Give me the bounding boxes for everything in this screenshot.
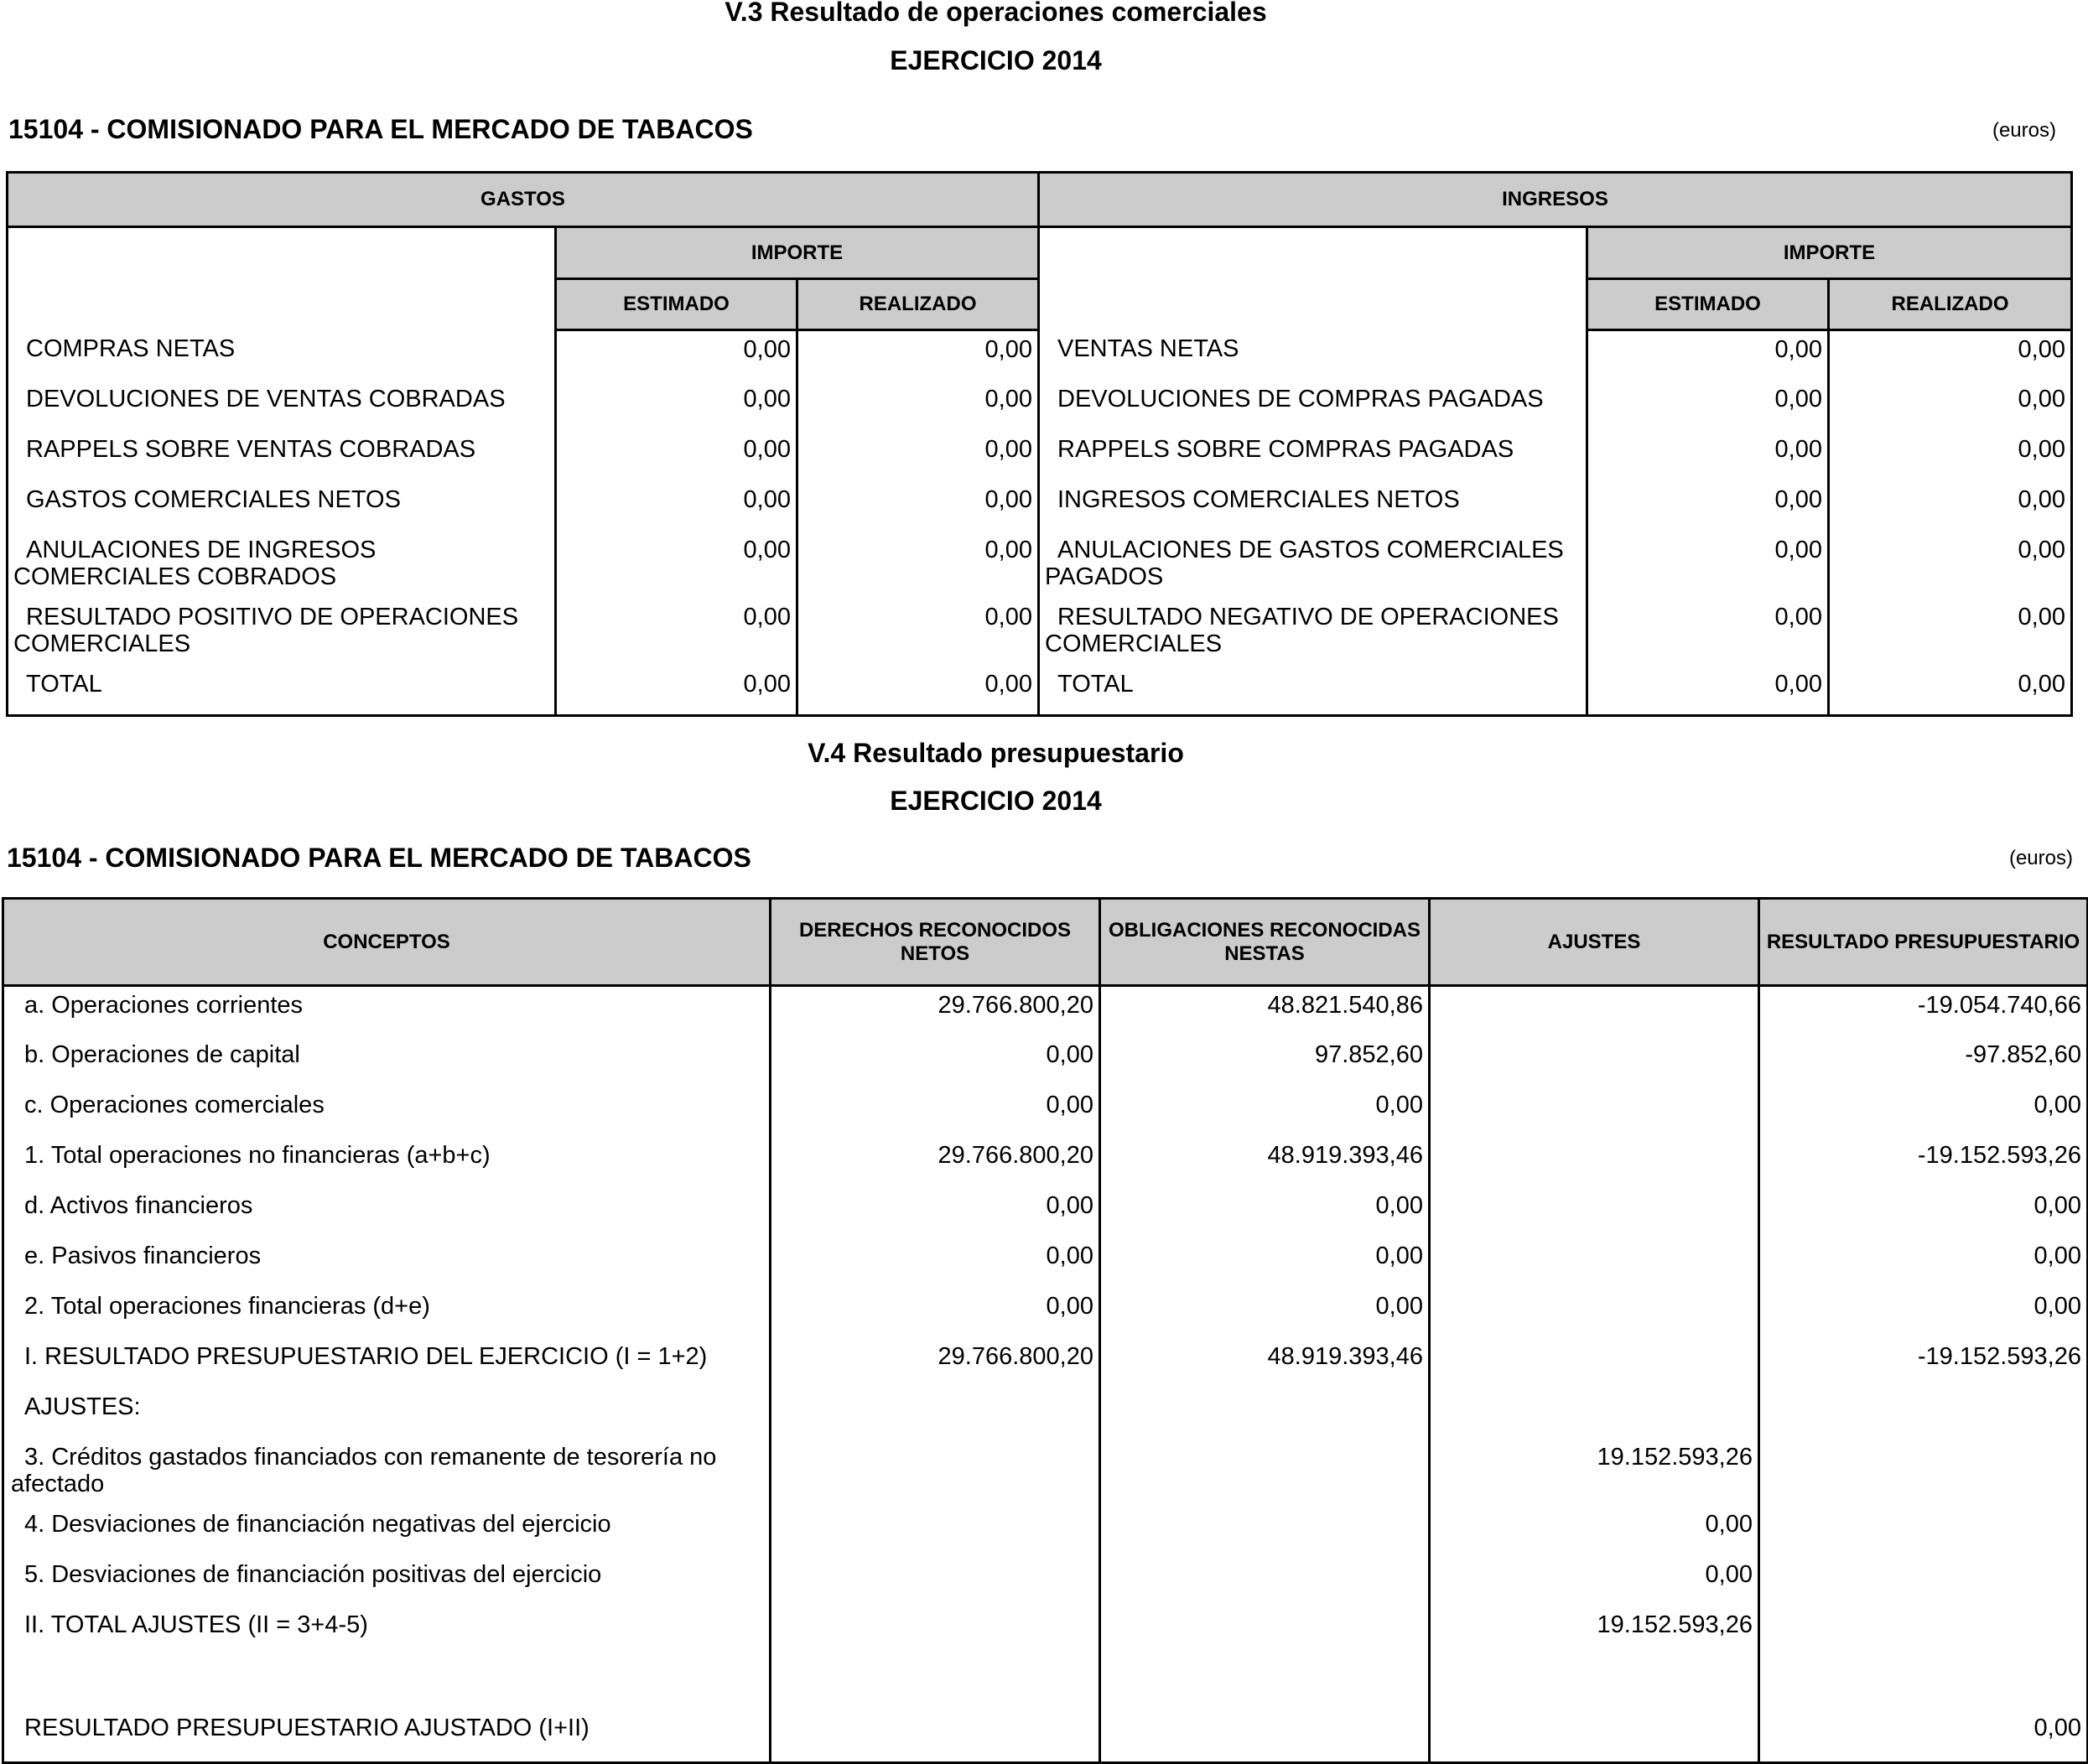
ingreso-estimado: 0,00	[1587, 666, 1829, 716]
v3-entity: 15104 - COMISIONADO PARA EL MERCADO DE TABACOS	[8, 114, 753, 144]
obligaciones-cell	[1100, 1439, 1430, 1506]
obligaciones-cell: 48.919.393,46	[1100, 1338, 1430, 1388]
gasto-label: ANULACIONES DE INGRESOS COMERCIALES COBRADOS	[8, 532, 556, 599]
ingreso-realizado: 0,00	[1829, 330, 2072, 381]
resultado-cell: -19.152.593,26	[1759, 1137, 2088, 1187]
derechos-cell: 29.766.800,20	[771, 1137, 1100, 1187]
concepto-cell: d. Activos financieros	[3, 1187, 771, 1237]
resultado-header: RESULTADO PRESUPUESTARIO	[1759, 899, 2088, 986]
ajustes-cell	[1430, 1338, 1759, 1388]
derechos-cell: 29.766.800,20	[771, 986, 1100, 1036]
derechos-cell	[771, 1556, 1100, 1606]
ajustes-cell: 0,00	[1430, 1556, 1759, 1606]
obligaciones-cell	[1100, 1506, 1430, 1556]
gasto-realizado: 0,00	[797, 330, 1039, 381]
ingreso-label: DEVOLUCIONES DE COMPRAS PAGADAS	[1039, 381, 1587, 431]
gasto-label: RESULTADO POSITIVO DE OPERACIONES COMERCIALES	[8, 599, 556, 666]
table-row	[3, 1439, 2088, 1506]
gasto-estimado: 0,00	[556, 431, 797, 481]
concepto-cell: 1. Total operaciones no financieras (a+b+c)	[3, 1137, 771, 1187]
concepto-cell	[3, 1657, 771, 1710]
table-row	[3, 986, 2088, 1036]
gasto-label: RAPPELS SOBRE VENTAS COBRADAS	[8, 431, 556, 481]
ingreso-realizado: 0,00	[1829, 431, 2072, 481]
ajustes-cell	[1430, 1237, 1759, 1288]
table-row	[3, 1338, 2088, 1388]
gastos-header: GASTOS	[8, 173, 1039, 227]
obligaciones-cell: 0,00	[1100, 1087, 1430, 1137]
conceptos-header: CONCEPTOS	[3, 899, 771, 986]
resultado-cell: -19.152.593,26	[1759, 1338, 2088, 1388]
ingreso-realizado: 0,00	[1829, 481, 2072, 532]
ingresos-concept-blank	[1039, 227, 1587, 330]
ajustes-cell	[1430, 1187, 1759, 1237]
gasto-realizado: 0,00	[797, 431, 1039, 481]
gasto-realizado: 0,00	[797, 481, 1039, 532]
gasto-realizado: 0,00	[797, 381, 1039, 431]
gastos-concept-blank	[8, 227, 556, 330]
ingreso-label: VENTAS NETAS	[1039, 330, 1587, 381]
ajustes-cell	[1430, 1036, 1759, 1087]
obligaciones-cell: 48.821.540,86	[1100, 986, 1430, 1036]
gasto-realizado: 0,00	[797, 599, 1039, 666]
v4-title: V.4 Resultado presupuestario	[808, 738, 1184, 768]
v4-table	[2, 897, 2088, 1764]
obligaciones-cell: 0,00	[1100, 1288, 1430, 1338]
table-row	[3, 1710, 2088, 1763]
derechos-cell: 29.766.800,20	[771, 1338, 1100, 1388]
table-row	[3, 1556, 2088, 1606]
resultado-cell: 0,00	[1759, 1087, 2088, 1137]
derechos-cell: 0,00	[771, 1187, 1100, 1237]
gastos-realizado-header: REALIZADO	[797, 279, 1039, 330]
ajustes-cell	[1430, 1657, 1759, 1710]
obligaciones-cell: 0,00	[1100, 1187, 1430, 1237]
ingreso-estimado: 0,00	[1587, 381, 1829, 431]
ingreso-estimado: 0,00	[1587, 330, 1829, 381]
ingresos-realizado-header: REALIZADO	[1829, 279, 2072, 330]
resultado-cell	[1759, 1388, 2088, 1439]
table-row	[3, 1237, 2088, 1288]
concepto-cell: e. Pasivos financieros	[3, 1237, 771, 1288]
ajustes-cell	[1430, 1137, 1759, 1187]
v3-table	[6, 171, 2073, 717]
table-row	[3, 1187, 2088, 1237]
ajustes-cell: 19.152.593,26	[1430, 1439, 1759, 1506]
derechos-cell	[771, 1506, 1100, 1556]
resultado-cell: 0,00	[1759, 1288, 2088, 1338]
resultado-cell: -19.054.740,66	[1759, 986, 2088, 1036]
resultado-cell: 0,00	[1759, 1237, 2088, 1288]
ajustes-cell	[1430, 1388, 1759, 1439]
table-row	[3, 1388, 2088, 1439]
obligaciones-cell	[1100, 1710, 1430, 1763]
resultado-cell: 0,00	[1759, 1710, 2088, 1763]
table-row	[3, 1036, 2088, 1087]
derechos-cell: 0,00	[771, 1237, 1100, 1288]
concepto-cell: 3. Créditos gastados financiados con remanente de tesorería no afectado	[3, 1439, 771, 1506]
concepto-cell: II. TOTAL AJUSTES (II = 3+4-5)	[3, 1606, 771, 1657]
gasto-label: DEVOLUCIONES DE VENTAS COBRADAS	[8, 381, 556, 431]
resultado-cell: -97.852,60	[1759, 1036, 2088, 1087]
ajustes-cell	[1430, 1087, 1759, 1137]
ajustes-cell: 0,00	[1430, 1506, 1759, 1556]
ingreso-estimado: 0,00	[1587, 532, 1829, 599]
concepto-cell: AJUSTES:	[3, 1388, 771, 1439]
v3-subtitle: EJERCICIO 2014	[890, 45, 1102, 75]
gastos-importe-header: IMPORTE	[556, 227, 1039, 279]
concepto-cell: c. Operaciones comerciales	[3, 1087, 771, 1137]
concepto-cell: b. Operaciones de capital	[3, 1036, 771, 1087]
gasto-estimado: 0,00	[556, 381, 797, 431]
concepto-cell: 5. Desviaciones de financiación positivas del ejercicio	[3, 1556, 771, 1606]
ingreso-estimado: 0,00	[1587, 481, 1829, 532]
gasto-realizado: 0,00	[797, 532, 1039, 599]
resultado-cell: 0,00	[1759, 1187, 2088, 1237]
ingreso-realizado: 0,00	[1829, 532, 2072, 599]
obligaciones-cell	[1100, 1388, 1430, 1439]
ingreso-label: RESULTADO NEGATIVO DE OPERACIONES COMERCIALES	[1039, 599, 1587, 666]
ajustes-cell	[1430, 1710, 1759, 1763]
concepto-cell: a. Operaciones corrientes	[3, 986, 771, 1036]
table-row	[8, 381, 2072, 431]
ingresos-header: INGRESOS	[1039, 173, 2072, 227]
obligaciones-cell: 48.919.393,46	[1100, 1137, 1430, 1187]
gastos-estimado-header: ESTIMADO	[556, 279, 797, 330]
v4-units: (euros)	[2008, 847, 2073, 869]
derechos-cell	[771, 1606, 1100, 1657]
ingresos-estimado-header: ESTIMADO	[1587, 279, 1829, 330]
ingreso-realizado: 0,00	[1829, 666, 2072, 716]
concepto-cell: RESULTADO PRESUPUESTARIO AJUSTADO (I+II)	[3, 1710, 771, 1763]
derechos-cell	[771, 1710, 1100, 1763]
table-row	[8, 330, 2072, 381]
gasto-estimado: 0,00	[556, 666, 797, 716]
ingreso-estimado: 0,00	[1587, 431, 1829, 481]
gasto-label: TOTAL	[8, 666, 556, 716]
obligaciones-header: OBLIGACIONES RECONOCIDAS NESTAS	[1100, 899, 1430, 986]
derechos-cell	[771, 1439, 1100, 1506]
v4-entity: 15104 - COMISIONADO PARA EL MERCADO DE TABACOS	[7, 843, 751, 873]
v3-title: V.3 Resultado de operaciones comerciales	[725, 0, 1267, 27]
obligaciones-cell: 0,00	[1100, 1237, 1430, 1288]
table-row	[3, 1087, 2088, 1137]
ingreso-label: RAPPELS SOBRE COMPRAS PAGADAS	[1039, 431, 1587, 481]
table-row	[3, 1137, 2088, 1187]
ajustes-cell	[1430, 986, 1759, 1036]
ingreso-label: INGRESOS COMERCIALES NETOS	[1039, 481, 1587, 532]
gasto-estimado: 0,00	[556, 481, 797, 532]
obligaciones-cell	[1100, 1556, 1430, 1606]
ajustes-cell	[1430, 1288, 1759, 1338]
gasto-estimado: 0,00	[556, 599, 797, 666]
table-row	[8, 431, 2072, 481]
resultado-cell	[1759, 1657, 2088, 1710]
derechos-cell: 0,00	[771, 1288, 1100, 1338]
v3-units: (euros)	[1992, 119, 2056, 142]
table-row	[8, 666, 2072, 716]
ingreso-realizado: 0,00	[1829, 599, 2072, 666]
resultado-cell	[1759, 1439, 2088, 1506]
table-row	[8, 599, 2072, 666]
table-row	[3, 1657, 2088, 1710]
obligaciones-cell	[1100, 1606, 1430, 1657]
table-row	[8, 481, 2072, 532]
obligaciones-cell: 97.852,60	[1100, 1036, 1430, 1087]
obligaciones-cell	[1100, 1657, 1430, 1710]
resultado-cell	[1759, 1606, 2088, 1657]
gasto-label: GASTOS COMERCIALES NETOS	[8, 481, 556, 532]
concepto-cell: 2. Total operaciones financieras (d+e)	[3, 1288, 771, 1338]
gasto-label: COMPRAS NETAS	[8, 330, 556, 381]
derechos-cell: 0,00	[771, 1087, 1100, 1137]
ajustes-header: AJUSTES	[1430, 899, 1759, 986]
resultado-cell	[1759, 1556, 2088, 1606]
derechos-header: DERECHOS RECONOCIDOS NETOS	[771, 899, 1100, 986]
table-row	[8, 532, 2072, 599]
ingreso-estimado: 0,00	[1587, 599, 1829, 666]
ajustes-cell: 19.152.593,26	[1430, 1606, 1759, 1657]
ingreso-realizado: 0,00	[1829, 381, 2072, 431]
derechos-cell: 0,00	[771, 1036, 1100, 1087]
derechos-cell	[771, 1388, 1100, 1439]
ingresos-importe-header: IMPORTE	[1587, 227, 2072, 279]
concepto-cell: I. RESULTADO PRESUPUESTARIO DEL EJERCICIO (I = 1+2)	[3, 1338, 771, 1388]
gasto-estimado: 0,00	[556, 330, 797, 381]
resultado-cell	[1759, 1506, 2088, 1556]
gasto-realizado: 0,00	[797, 666, 1039, 716]
ingreso-label: TOTAL	[1039, 666, 1587, 716]
table-row	[3, 1506, 2088, 1556]
ingreso-label: ANULACIONES DE GASTOS COMERCIALES PAGADOS	[1039, 532, 1587, 599]
derechos-cell	[771, 1657, 1100, 1710]
gasto-estimado: 0,00	[556, 532, 797, 599]
v4-subtitle: EJERCICIO 2014	[890, 786, 1102, 816]
table-row	[3, 1288, 2088, 1338]
table-row	[3, 1606, 2088, 1657]
concepto-cell: 4. Desviaciones de financiación negativas del ejercicio	[3, 1506, 771, 1556]
